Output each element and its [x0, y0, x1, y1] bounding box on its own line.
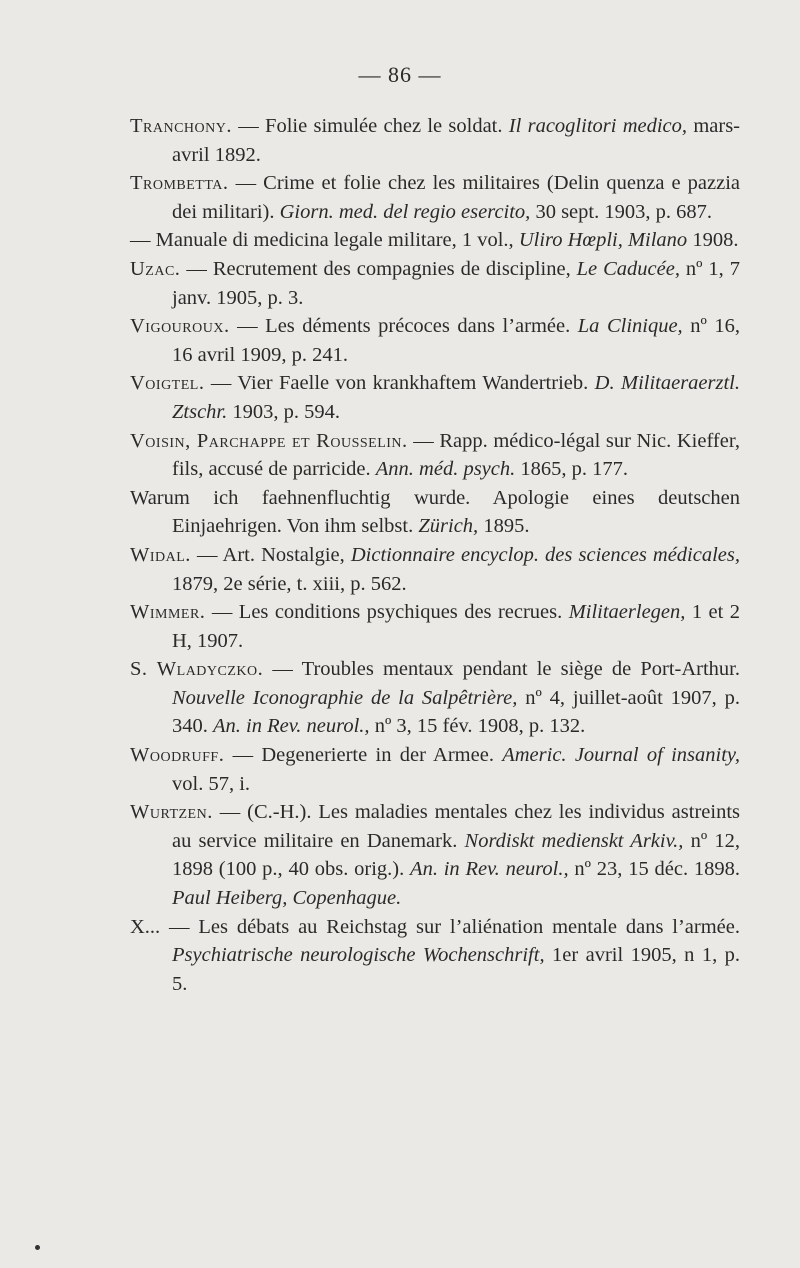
entry-source: An. in Rev. neurol.,: [410, 858, 569, 881]
bibliography-list: [130, 112, 740, 998]
entry-author: Woodruff.: [130, 744, 225, 767]
entry-text: — Les déments précoces dans l’armée.: [229, 315, 578, 338]
entry-text: — Art. Nostalgie,: [190, 543, 351, 566]
entry-source: Le Caducée,: [576, 257, 680, 280]
entry-author: Widal.: [130, 543, 191, 566]
entry-author: S. Wladyczko.: [130, 658, 264, 681]
bibliography-entry: [130, 655, 740, 741]
entry-details: 1 et 2 H, 1907.: [172, 601, 740, 652]
entry-source: Americ. Journal of insanity,: [502, 744, 740, 767]
entry-author: Wimmer.: [130, 601, 206, 624]
entry-details: 1908.: [687, 229, 739, 252]
entry-source: Uliro Hœpli, Milano: [518, 229, 688, 252]
bibliography-entry: [130, 913, 740, 999]
entry-text: Warum ich faehnenfluchtig wurde. Apologie eines deutschen Einjaehrigen. Von ihm selbst.: [130, 486, 740, 538]
bibliography-entry: [130, 255, 740, 312]
bibliography-entry: [130, 798, 740, 912]
entry-details: vol. 57, i.: [172, 772, 251, 795]
bibliography-entry: [130, 541, 740, 598]
entry-author: Vigouroux.: [130, 315, 230, 338]
bibliography-entry: [130, 741, 740, 798]
entry-source: La Clinique,: [577, 315, 683, 338]
entry-details: nº 3, 15 fév. 1908, p. 132.: [369, 715, 586, 738]
entry-source: Paul Heiberg, Copenhague.: [172, 887, 402, 910]
entry-details: 1er avril 1905, n 1, p. 5.: [172, 944, 740, 995]
entry-details: 1903, p. 594.: [227, 400, 341, 423]
entry-author: Voisin, Parchappe et Rousselin.: [130, 429, 408, 452]
bibliography-entry: [130, 484, 740, 541]
entry-text: — Crime et folie chez les militaires (Delin quenza e pazzia dei militari).: [172, 172, 740, 223]
entry-text: — Folie simulée chez le soldat.: [232, 115, 509, 137]
entry-details: nº 23, 15 déc. 1898.: [568, 858, 741, 881]
entry-text: — Degenerierte in der Armee.: [224, 744, 503, 767]
entry-details: 30 sept. 1903, p. 687.: [530, 200, 712, 223]
entry-details: nº 4, juillet-août 1907, p. 340.: [172, 686, 740, 738]
entry-text: — Les conditions psychiques des recrues.: [205, 601, 569, 624]
entry-source: Nordiskt medienskt Arkiv.,: [464, 829, 684, 852]
entry-source: Nouvelle Iconographie de la Salpêtrière,: [172, 686, 518, 709]
entry-author: X...: [130, 915, 161, 938]
entry-details: nº 1, 7 janv. 1905, p. 3.: [172, 257, 740, 309]
bibliography-entry: [130, 427, 740, 484]
bibliography-entry: [130, 312, 740, 369]
entry-source: Dictionnaire encyclop. des sciences médicales,: [350, 543, 740, 566]
entry-details: 1865, p. 177.: [515, 458, 628, 481]
entry-text: — Rapp. médico-légal sur Nic. Kieffer, fils, accusé de parricide.: [172, 429, 740, 481]
entry-source: Psychiatrische neurologische Wochenschrift,: [172, 944, 545, 967]
entry-source: An. in Rev. neurol.,: [213, 715, 370, 738]
entry-author: Trombetta.: [130, 172, 229, 195]
entry-source: Militaerlegen,: [568, 601, 686, 624]
bibliography-entry: [130, 112, 740, 169]
bibliography-entry: [130, 369, 740, 426]
entry-details: nº 16, 16 avril 1909, p. 241.: [172, 315, 740, 366]
page-number: — 86 —: [358, 62, 442, 87]
entry-text: — (C.-H.). Les maladies mentales chez les individus astreints au service militaire en Danemark.: [172, 801, 740, 852]
entry-details: mars-avril 1892.: [172, 115, 741, 166]
ink-dot: [35, 1245, 40, 1250]
entry-details: 1895.: [478, 515, 530, 538]
entry-author: Voigtel.: [130, 372, 205, 395]
entry-source: Giorn. med. del regio esercito,: [279, 200, 531, 223]
entry-source: Ann. méd. psych.: [375, 458, 516, 481]
entry-text: — Vier Faelle von krankhaftem Wandertrieb.: [204, 372, 595, 395]
entry-details: nº 12, 1898 (100 p., 40 obs. orig.).: [172, 829, 740, 881]
entry-author: Wurtzen.: [130, 801, 213, 824]
entry-author: Uzac.: [130, 257, 181, 280]
bibliography-entry: [130, 226, 740, 255]
entry-text: — Les débats au Reichstag sur l’aliénation mentale dans l’armée.: [160, 915, 740, 938]
entry-source: D. Militaeraerztl. Ztschr.: [172, 372, 741, 423]
entry-author: Tranchony.: [130, 115, 232, 137]
entry-source: Zürich,: [418, 515, 479, 538]
bibliography-entry: [130, 169, 740, 226]
entry-details: 1879, 2e série, t. xiii, p. 562.: [172, 572, 407, 595]
bibliography-entry: [130, 598, 740, 655]
entry-text: — Manuale di medicina legale militare, 1 vol.,: [130, 229, 519, 252]
entry-text: — Recrutement des compagnies de discipline,: [180, 257, 577, 280]
entry-text: — Troubles mentaux pendant le siège de Port-Arthur.: [263, 658, 740, 681]
entry-source: Il racoglitori medico,: [508, 115, 688, 137]
